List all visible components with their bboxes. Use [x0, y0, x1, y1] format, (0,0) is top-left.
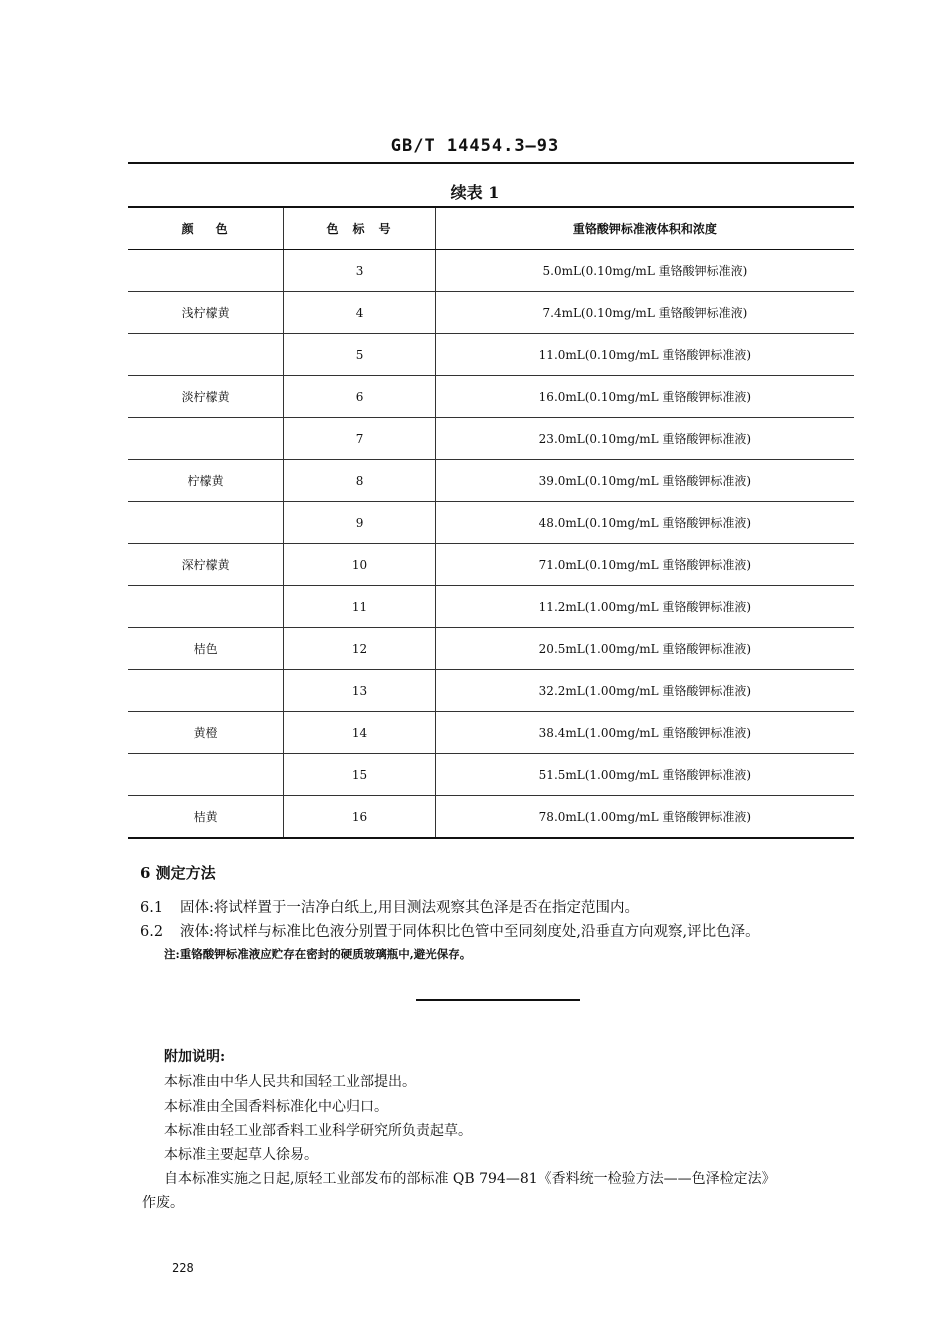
- number-cell: 7: [284, 418, 436, 460]
- table-header-row: [128, 207, 854, 250]
- table-row: [128, 628, 854, 670]
- volume-cell: 78.0mL(1.00mg/mL 重铬酸钾标准液): [435, 796, 854, 839]
- end-rule: [416, 999, 580, 1001]
- volume-cell: 38.4mL(1.00mg/mL 重铬酸钾标准液): [435, 712, 854, 754]
- number-cell: 12: [284, 628, 436, 670]
- color-cell: 桔色: [128, 628, 284, 670]
- additional-note-line: 自本标准实施之日起,原轻工业部发布的部标准 QB 794—81《香料统一检验方法——色泽检定法》: [164, 1171, 776, 1187]
- clause-text: 固体:将试样置于一洁净白纸上,用目测法观察其色泽是否在指定范围内。: [180, 900, 639, 916]
- additional-note-line: 本标准由轻工业部香料工业科学研究所负责起草。: [164, 1123, 472, 1139]
- color-cell: [128, 418, 284, 460]
- clause-text: 液体:将试样与标准比色液分别置于同体积比色管中至同刻度处,沿垂直方向观察,评比色泽。: [180, 924, 760, 940]
- number-cell: 16: [284, 796, 436, 839]
- color-cell: 深柠檬黄: [128, 544, 284, 586]
- additional-note-line: 作废。: [142, 1195, 184, 1211]
- number-cell: 9: [284, 502, 436, 544]
- note: 注:重铬酸钾标准液应贮存在密封的硬质玻璃瓶中,避光保存。: [164, 947, 472, 961]
- volume-cell: 11.2mL(1.00mg/mL 重铬酸钾标准液): [435, 586, 854, 628]
- section-title: 6 测定方法: [140, 864, 216, 882]
- column-header-color: 颜色: [128, 207, 284, 250]
- table-row: [128, 334, 854, 376]
- number-cell: 15: [284, 754, 436, 796]
- number-cell: 13: [284, 670, 436, 712]
- volume-cell: 5.0mL(0.10mg/mL 重铬酸钾标准液): [435, 250, 854, 292]
- table-row: [128, 544, 854, 586]
- color-cell: [128, 670, 284, 712]
- table-row: [128, 460, 854, 502]
- additional-note-line: 本标准由中华人民共和国轻工业部提出。: [164, 1074, 416, 1090]
- column-header-volume: 重铬酸钾标准液体积和浓度: [435, 207, 854, 250]
- table-row: [128, 712, 854, 754]
- number-cell: 11: [284, 586, 436, 628]
- color-cell: 浅柠檬黄: [128, 292, 284, 334]
- color-cell: 柠檬黄: [128, 460, 284, 502]
- number-cell: 3: [284, 250, 436, 292]
- volume-cell: 51.5mL(1.00mg/mL 重铬酸钾标准液): [435, 754, 854, 796]
- color-cell: 淡柠檬黄: [128, 376, 284, 418]
- clause-6-1: [140, 896, 639, 917]
- table-row: [128, 502, 854, 544]
- number-cell: 10: [284, 544, 436, 586]
- table-row: [128, 754, 854, 796]
- volume-cell: 16.0mL(0.10mg/mL 重铬酸钾标准液): [435, 376, 854, 418]
- volume-cell: 32.2mL(1.00mg/mL 重铬酸钾标准液): [435, 670, 854, 712]
- table-row: [128, 292, 854, 334]
- color-cell: 黄橙: [128, 712, 284, 754]
- additional-note-line: 本标准主要起草人徐易。: [164, 1147, 318, 1163]
- number-cell: 4: [284, 292, 436, 334]
- table-row: [128, 670, 854, 712]
- table-row: [128, 586, 854, 628]
- column-header-number: 色标号: [284, 207, 436, 250]
- table-row: [128, 250, 854, 292]
- color-cell: [128, 754, 284, 796]
- number-cell: 5: [284, 334, 436, 376]
- volume-cell: 7.4mL(0.10mg/mL 重铬酸钾标准液): [435, 292, 854, 334]
- clause-6-2: [140, 920, 760, 941]
- additional-note-line: 本标准由全国香料标准化中心归口。: [164, 1099, 388, 1115]
- volume-cell: 71.0mL(0.10mg/mL 重铬酸钾标准液): [435, 544, 854, 586]
- color-cell: [128, 502, 284, 544]
- number-cell: 6: [284, 376, 436, 418]
- table-row: [128, 376, 854, 418]
- additional-notes-title: 附加说明:: [164, 1049, 226, 1065]
- color-cell: [128, 586, 284, 628]
- standard-code: GB/T 14454.3—93: [390, 136, 560, 156]
- table-row: [128, 418, 854, 460]
- color-cell: [128, 334, 284, 376]
- volume-cell: 48.0mL(0.10mg/mL 重铬酸钾标准液): [435, 502, 854, 544]
- table-caption: 续表 1: [450, 183, 500, 202]
- volume-cell: 39.0mL(0.10mg/mL 重铬酸钾标准液): [435, 460, 854, 502]
- volume-cell: 20.5mL(1.00mg/mL 重铬酸钾标准液): [435, 628, 854, 670]
- table-row: [128, 796, 854, 839]
- color-cell: [128, 250, 284, 292]
- clause-number: 6.1: [140, 900, 164, 916]
- header-rule: [128, 162, 854, 164]
- number-cell: 14: [284, 712, 436, 754]
- clause-number: 6.2: [140, 924, 164, 940]
- color-standard-table: [128, 206, 854, 839]
- color-cell: 桔黄: [128, 796, 284, 839]
- volume-cell: 11.0mL(0.10mg/mL 重铬酸钾标准液): [435, 334, 854, 376]
- page-number: 228: [172, 1261, 194, 1275]
- volume-cell: 23.0mL(0.10mg/mL 重铬酸钾标准液): [435, 418, 854, 460]
- number-cell: 8: [284, 460, 436, 502]
